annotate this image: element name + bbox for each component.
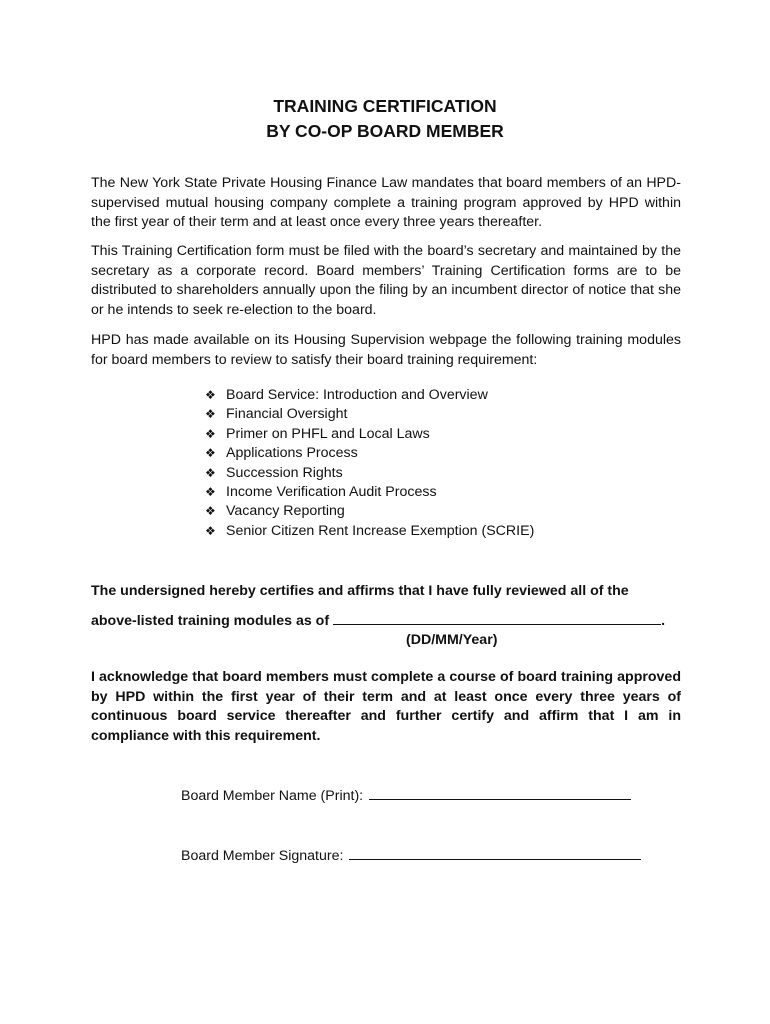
certification-date-prefix: above-listed training modules as of bbox=[91, 613, 330, 629]
board-member-name-field[interactable] bbox=[369, 785, 631, 800]
diamond-bullet-icon: ❖ bbox=[205, 388, 216, 402]
diamond-bullet-icon: ❖ bbox=[205, 485, 216, 500]
certification-statement-line1: The undersigned hereby certifies and affirms that I have fully reviewed all of the bbox=[91, 583, 629, 599]
list-item bbox=[205, 464, 534, 483]
training-modules-list bbox=[205, 386, 534, 541]
paragraph-training-modules-intro: HPD has made available on its Housing Supervision webpage the following training modules for board members to review to satisfy their board training requirement: bbox=[91, 332, 681, 368]
board-member-signature-field[interactable] bbox=[349, 845, 641, 860]
diamond-bullet-icon: ❖ bbox=[205, 523, 216, 538]
diamond-bullet-icon: ❖ bbox=[205, 446, 216, 461]
list-item bbox=[205, 425, 534, 444]
module-label: Succession Rights bbox=[226, 464, 343, 481]
diamond-bullet-icon: ❖ bbox=[205, 407, 216, 422]
module-label: Income Verification Audit Process bbox=[226, 484, 437, 501]
module-label: Financial Oversight bbox=[226, 406, 348, 423]
module-label: Primer on PHFL and Local Laws bbox=[226, 425, 430, 442]
acknowledgement-statement: I acknowledge that board members must complete a course of board training approved by HPD within the first year of their term and at least once every three years of continuous board service thereafter and further certify and affirm that I am in compliance with this requirement. bbox=[91, 669, 681, 744]
board-member-name-row bbox=[181, 785, 631, 806]
diamond-bullet-icon: ❖ bbox=[205, 504, 216, 519]
date-format-hint: (DD/MM/Year) bbox=[406, 632, 498, 648]
module-label: Senior Citizen Rent Increase Exemption (SCRIE) bbox=[226, 522, 535, 539]
certification-statement-line2 bbox=[91, 610, 665, 631]
list-item bbox=[205, 522, 534, 541]
board-member-signature-label: Board Member Signature: bbox=[181, 848, 344, 864]
board-member-signature-row bbox=[181, 845, 641, 866]
list-item bbox=[205, 483, 534, 502]
paragraph-filing-requirement: This Training Certification form must be filed with the board’s secretary and maintained by the secretary as a corporate record. Board members’ Training Certification forms are to be distributed to shareholders annually upon the filing by an incumbent director of notice that she or he intends to seek re-election to the board. bbox=[91, 243, 681, 318]
list-item bbox=[205, 444, 534, 463]
paragraph-law-mandate: The New York State Private Housing Finance Law mandates that board members of an HPD-supervised mutual housing company complete a training program approved by HPD within the first year of their term and at least once every three years thereafter. bbox=[91, 175, 681, 230]
diamond-bullet-icon: ❖ bbox=[205, 426, 216, 441]
module-label: Board Service: Introduction and Overview bbox=[226, 387, 488, 403]
document-title-line1: TRAINING CERTIFICATION bbox=[273, 96, 497, 116]
board-member-name-label: Board Member Name (Print): bbox=[181, 788, 364, 804]
diamond-bullet-icon: ❖ bbox=[205, 465, 216, 480]
document-title-line2: BY CO-OP BOARD MEMBER bbox=[266, 121, 504, 141]
list-item bbox=[205, 405, 534, 424]
certification-date-suffix: . bbox=[661, 613, 666, 629]
module-label: Vacancy Reporting bbox=[226, 503, 345, 520]
list-item bbox=[205, 502, 534, 521]
review-date-field[interactable] bbox=[333, 610, 661, 625]
module-label: Applications Process bbox=[226, 445, 358, 462]
list-item bbox=[205, 386, 534, 405]
